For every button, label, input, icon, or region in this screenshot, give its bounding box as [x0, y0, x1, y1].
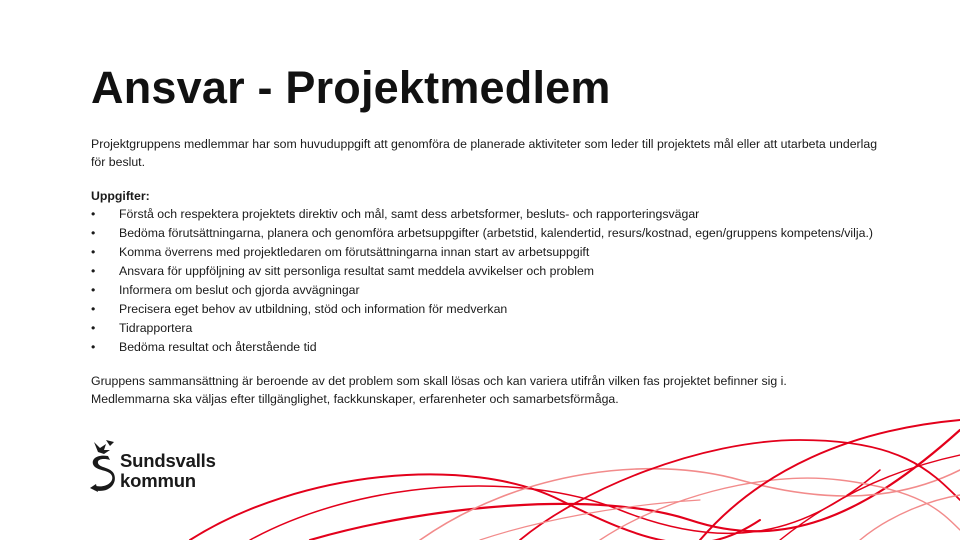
bullet-icon: •: [91, 320, 96, 335]
tasks-list: [91, 206, 881, 357]
bullet-icon: •: [91, 263, 96, 278]
dragon-s-emblem-icon: [86, 438, 120, 496]
bullet-icon: •: [91, 339, 96, 354]
intro-paragraph: Projektgruppens medlemmar har som huvuduppgift att genomföra de planerade aktiviteter som leder till projektets mål eller att utarbeta underlag för beslut.: [91, 137, 878, 169]
bullet-icon: •: [91, 301, 96, 316]
closing-line-2: Medlemmarna ska väljas efter tillgänglighet, fackkunskaper, erfarenheter och samarbetsförmåga.: [91, 391, 619, 406]
bullet-icon: •: [91, 206, 96, 221]
bullet-icon: •: [91, 282, 96, 297]
list-item: • Förstå och respektera projektets direktiv och mål, samt dess arbetsformer, besluts- och rapporteringsvägar: [91, 206, 881, 224]
list-item: • Tidrapportera: [91, 320, 881, 338]
slide-title: Ansvar - Projektmedlem: [91, 62, 611, 113]
logo-line-2: kommun: [120, 470, 196, 491]
list-item: • Bedöma förutsättningarna, planera och genomföra arbetsuppgifter (arbetstid, kalendertid, resurs/kostnad, egen/gruppens kompetens/vilja.): [91, 225, 881, 243]
slide-content: [91, 136, 881, 408]
sundsvalls-kommun-logo: [86, 438, 236, 496]
list-item: • Bedöma resultat och återstående tid: [91, 339, 881, 357]
list-item: • Precisera eget behov av utbildning, stöd och information för medverkan: [91, 301, 881, 319]
list-item: • Komma överrens med projektledaren om förutsättningarna innan start av arbetsuppgift: [91, 244, 881, 262]
closing-line-1: Gruppens sammansättning är beroende av det problem som skall lösas och kan variera utifrån vilken fas projektet befinner sig i.: [91, 374, 787, 388]
list-item: • Informera om beslut och gjorda avvägningar: [91, 282, 881, 300]
bullet-icon: •: [91, 225, 96, 240]
list-item: • Ansvara för uppföljning av sitt personliga resultat samt meddela avvikelser och problem: [91, 263, 881, 281]
logo-line-1: Sundsvalls: [120, 450, 216, 471]
bullet-icon: •: [91, 244, 96, 259]
tasks-heading: Uppgifter:: [91, 189, 150, 203]
